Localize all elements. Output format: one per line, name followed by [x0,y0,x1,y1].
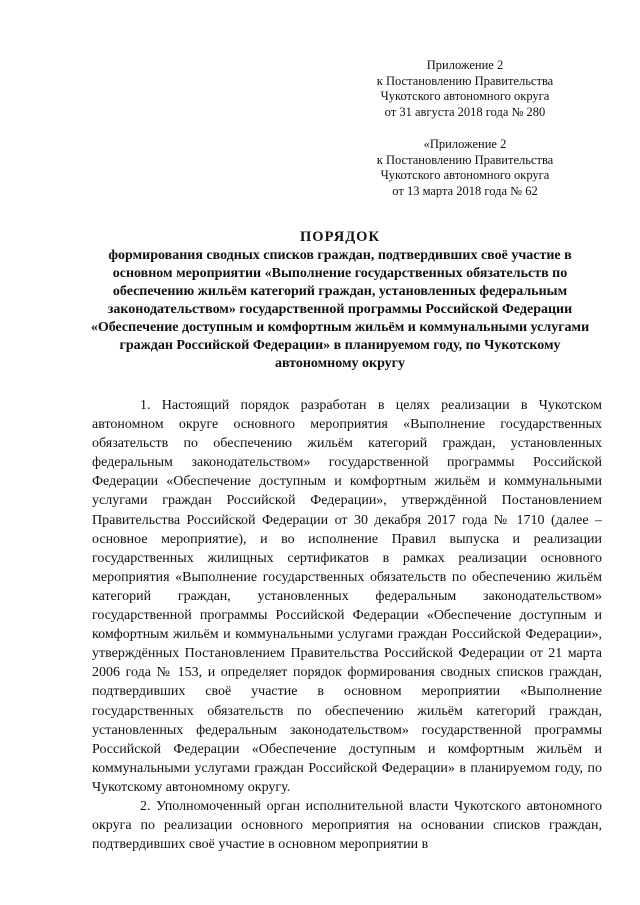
annex-reference-current [360,58,570,120]
paragraph-2: 2. Уполномоченный орган исполнительной власти Чукотского автономного округа по реализации основного мероприятия на основании списков граждан, подтвердивших своё участие в основном мероприятии в [92,798,602,853]
document-subtitle: формирования сводных списков граждан, подтвердивших своё участие в основном мероприятии «Выполнение государственных обязательств по обеспечению жильём категорий граждан, установленных федеральным законодательством» государственной программы Российской Федерации «Обеспечение доступным и комфортным жильём и коммунальными услугами граждан Российской Федерации» в планируемом году, по Чукотскому автономному округу [90,248,590,371]
annex-region: Чукотского автономного округа [380,168,550,182]
annex-decree: к Постановлению Правительства [376,73,554,88]
paragraph-1: 1. Настоящий порядок разработан в целях реализации в Чукотском автономном округе основного мероприятия «Выполнение государственных обязательств по обеспечению жильём категорий граждан, установленных федеральным законодательством» государственной программы Российской Федерации «Обеспечение доступным и комфортным жильём и коммунальными услугами граждан Российской Федерации», утверждённой Постановлением Правительства Российской Федерации от 30 декабря 2017 года № 1710 (далее – основное мероприятие), и во исполнение Правил выпуска и реализации государственных жилищных сертификатов в рамках реализации основного мероприятия «Выполнение государственных обязательств по обеспечению жильём категорий граждан, установленных федеральным законодательством» государственной программы Российской Федерации «Обеспечение доступным и комфортным жильём и коммунальными услугами граждан Российской Федерации», утверждённых Постановлением Правительства Российской Федерации от 21 марта 2006 года № 153, и определяет порядок формирования сводных списков граждан, подтвердивших своё участие в основном мероприятии «Выполнение государственных обязательств по обеспечению жильём категорий граждан, установленных федеральным законодательством» государственной программы Российской Федерации «Обеспечение доступным и комфортным жильём и коммунальными услугами граждан Российской Федерации» в планируемом году, по Чукотскому автономному округу. [92,398,602,795]
document-title-block [80,228,600,373]
annex-number: «Приложение 2 [423,137,507,151]
annex-date: от 31 августа 2018 года № 280 [384,104,546,119]
document-title: ПОРЯДОК [300,229,380,245]
annex-date: от 13 марта 2018 года № 62 [392,183,538,198]
annex-decree: к Постановлению Правительства [376,152,554,167]
annex-region: Чукотского автономного округа [380,89,550,103]
document-body [92,396,602,854]
annex-number: Приложение 2 [426,58,504,72]
annex-reference-previous [360,137,570,199]
